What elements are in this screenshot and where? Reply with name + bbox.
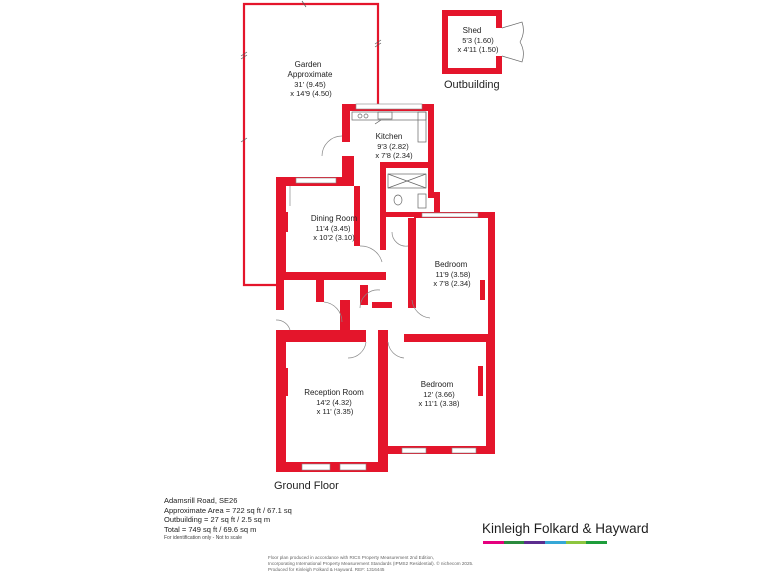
- fixtures: [352, 112, 426, 208]
- stripe-segment: [483, 541, 504, 544]
- shed-dim-2: x 4'11 (1.50): [457, 45, 499, 54]
- approx-area: Approximate Area = 722 sq ft / 67.1 sq: [164, 505, 292, 515]
- kitchen-dim-1: 9'3 (2.82): [377, 142, 409, 151]
- total-area: Total = 749 sq ft / 69.6 sq m: [164, 524, 257, 534]
- garden-dim-2: x 14'9 (4.50): [290, 89, 332, 98]
- kitchen-dim-2: x 7'8 (2.34): [375, 151, 413, 160]
- shed-door: [502, 22, 523, 62]
- bedroom2-name: Bedroom: [420, 380, 454, 389]
- garden-name-1: Garden: [294, 60, 322, 69]
- reception-dim-2: x 11' (3.35): [316, 407, 354, 416]
- stripe-segment: [586, 541, 607, 544]
- legal-line: Produced for Kinleigh Folkard & Hayward. REF: 1316445: [268, 567, 385, 572]
- kitchen-name: Kitchen: [375, 132, 403, 141]
- brand-stripe: [483, 541, 607, 544]
- bedroom2-dim-1: 12' (3.66): [423, 390, 455, 399]
- bedroom1-name: Bedroom: [434, 260, 468, 269]
- stripe-segment: [545, 541, 566, 544]
- stripe-segment: [566, 541, 587, 544]
- identification-note: For identification only - Not to scale: [164, 535, 243, 542]
- legal-notice: [268, 555, 508, 573]
- outbuilding-label: Outbuilding: [444, 79, 500, 91]
- bedroom2-dim-2: x 11'1 (3.38): [418, 399, 460, 408]
- bedroom1-dim-2: x 7'8 (2.34): [433, 279, 471, 288]
- dining-name: Dining Room: [310, 214, 358, 223]
- stripe-segment: [524, 541, 545, 544]
- dining-dim-1: 11'4 (3.45): [315, 224, 351, 233]
- ground-floor-label: Ground Floor: [274, 480, 339, 492]
- garden-name-2: Approximate: [287, 70, 333, 79]
- dining-dim-2: x 10'2 (3.10): [313, 233, 355, 242]
- legal-line: Floor plan produced in accordance with RICS Property Measurement 2nd Edition,: [268, 555, 434, 560]
- legal-line: Incorporating International Property Measurement Standards (IPMS2 Residential). © nichecom 2025.: [268, 561, 474, 566]
- reception-name: Reception Room: [304, 388, 364, 397]
- shed-name: Shed: [462, 26, 482, 35]
- address: Adamsrill Road, SE26: [164, 496, 238, 505]
- area-info: [164, 496, 344, 543]
- shed-dim-1: 5'3 (1.60): [462, 36, 494, 45]
- agency-name: Kinleigh Folkard & Hayward: [482, 521, 649, 536]
- bedroom1-dim-1: 11'9 (3.58): [435, 270, 471, 279]
- reception-dim-1: 14'2 (4.32): [316, 398, 352, 407]
- stripe-segment: [504, 541, 525, 544]
- garden-dim-1: 31' (9.45): [294, 80, 326, 89]
- outbuilding-area: Outbuilding = 27 sq ft / 2.5 sq m: [164, 515, 271, 525]
